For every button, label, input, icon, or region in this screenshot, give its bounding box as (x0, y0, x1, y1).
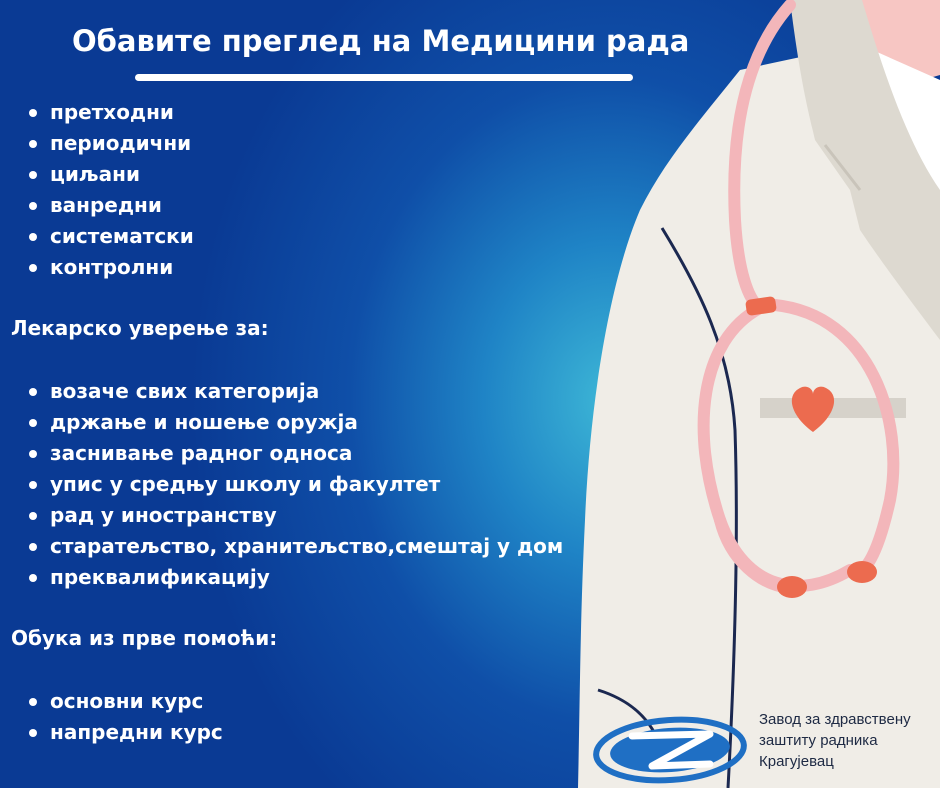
list-item: контролни (28, 252, 194, 283)
list-item: основни курс (28, 686, 223, 717)
page-title: Обавите преглед на Медицини рада (72, 24, 690, 58)
list-item: претходни (28, 97, 194, 128)
list-item: возаче свих категорија (28, 376, 563, 407)
exam-types-list (28, 97, 194, 283)
certificate-heading: Лекарско уверење за: (11, 316, 269, 340)
organization-line: заштиту радника (759, 732, 878, 749)
first-aid-heading: Обука из прве помоћи: (11, 626, 278, 650)
list-item: напредни курс (28, 717, 223, 748)
certificate-list (28, 376, 563, 593)
list-item: држање и ношење оружја (28, 407, 563, 438)
title-underline (135, 74, 633, 81)
list-item: рад у иностранству (28, 500, 563, 531)
first-aid-list (28, 686, 223, 748)
list-item: заснивање радног односа (28, 438, 563, 469)
list-item: периодични (28, 128, 194, 159)
organization-line: Крагујевац (759, 753, 834, 770)
organization-line: Завод за здравствену (759, 711, 911, 728)
list-item: старатељство, хранитељство,смештај у дом (28, 531, 563, 562)
list-item: преквалификацију (28, 562, 563, 593)
list-item: циљани (28, 159, 194, 190)
institute-logo-icon (592, 708, 752, 786)
list-item: упис у средњу школу и факултет (28, 469, 563, 500)
organization-name (759, 709, 940, 772)
list-item: систематски (28, 221, 194, 252)
list-item: ванредни (28, 190, 194, 221)
